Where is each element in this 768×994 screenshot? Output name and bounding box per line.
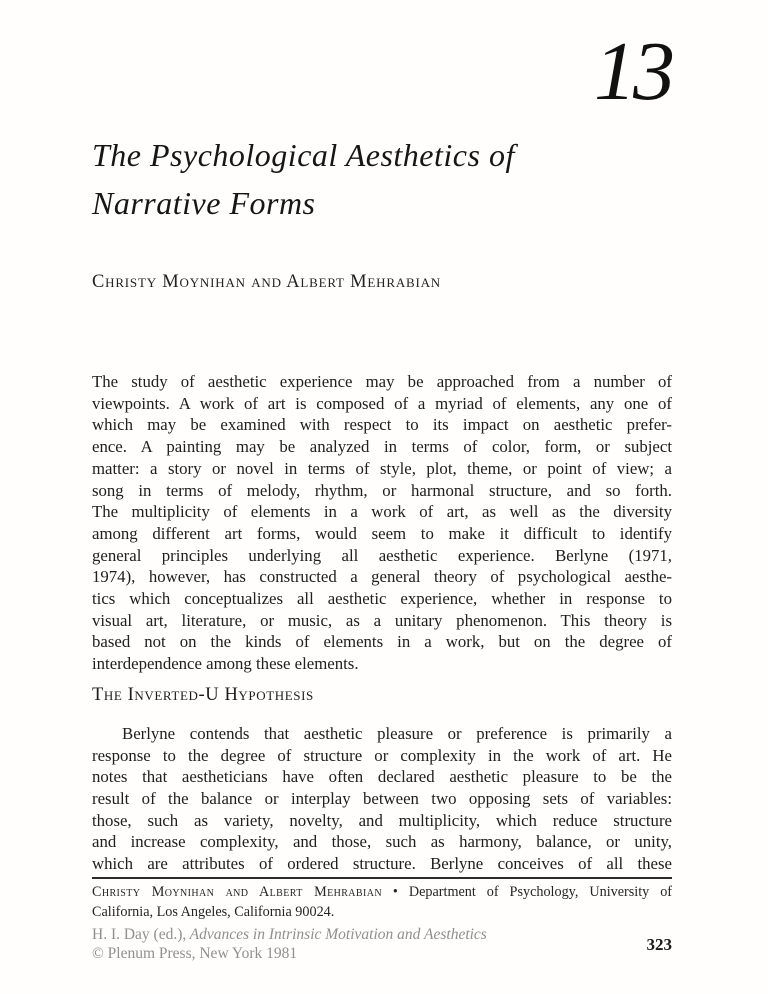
chapter-title-line: The Psychological Aesthetics of	[92, 137, 515, 173]
body-line: based not on the kinds of elements in a work, but on the degree of	[92, 632, 672, 652]
body-line: The study of aesthetic experience may be approached from a number of	[92, 372, 672, 391]
body-line: tics which conceptualizes all aesthetic experience, whether in response to	[92, 589, 672, 609]
body-line: response to the degree of structure or complexity in the work of art. He	[92, 745, 672, 765]
body-line: ence. A painting may be analyzed in terms of color, form, or subject	[92, 437, 672, 457]
section-paragraph	[92, 723, 672, 875]
authors-line: Christy Moynihan and Albert Mehrabian	[92, 272, 441, 292]
body-line: song in terms of melody, rhythm, or harmonal structure, and so forth.	[92, 480, 672, 500]
imprint-editor-prefix: H. I. Day (ed.),	[92, 926, 187, 943]
affiliation-footnote	[92, 883, 672, 922]
intro-paragraph	[92, 371, 672, 675]
body-line: those, such as variety, novelty, and multiplicity, which reduce structure	[92, 810, 672, 830]
footnote-bullet-separator: •	[392, 884, 398, 900]
imprint-copyright-line: © Plenum Press, New York 1981	[92, 945, 298, 962]
body-line: visual art, literature, or music, as a unitary phenomenon. This theory is	[92, 610, 672, 630]
footnote-rule	[92, 877, 672, 879]
body-line: Berlyne contends that aesthetic pleasure or preference is primarily a	[122, 723, 672, 743]
section-heading: The Inverted-U Hypothesis	[92, 684, 314, 705]
affiliation-footnote-line1	[92, 883, 672, 903]
page-number: 323	[646, 935, 672, 954]
footnote-affiliation-part1: Department of Psychology, University of	[408, 884, 673, 900]
body-line: result of the balance or interplay between two opposing sets of variables:	[92, 788, 672, 808]
body-line: notes that aestheticians have often declared aesthetic pleasure to be the	[92, 767, 672, 787]
chapter-number: 13	[594, 25, 672, 118]
body-line: which may be examined with respect to its impact on aesthetic prefer-	[92, 415, 672, 435]
chapter-title	[92, 131, 672, 227]
body-line: among different art forms, would seem to make it difficult to identify	[92, 523, 672, 543]
body-line: interdependence among these elements.	[92, 654, 359, 674]
page-body	[92, 371, 672, 875]
body-line: 1974), however, has constructed a general theory of psychological aesthe-	[92, 567, 672, 587]
body-line: general principles underlying all aesthetic experience. Berlyne (1971,	[92, 545, 672, 565]
body-line: The multiplicity of elements in a work of art, as well as the diversity	[92, 502, 672, 522]
body-line: and increase complexity, and those, such as harmony, balance, or unity,	[92, 832, 672, 852]
imprint-book-title: Advances in Intrinsic Motivation and Aesthetics	[189, 926, 487, 943]
affiliation-footnote-line2: California, Los Angeles, California 90024.	[92, 903, 335, 920]
footnote-authors: Christy Moynihan and Albert Mehrabian	[92, 884, 382, 900]
body-line: viewpoints. A work of art is composed of a myriad of elements, any one of	[92, 393, 672, 413]
chapter-title-line: Narrative Forms	[92, 185, 316, 221]
body-line: matter: a story or novel in terms of style, plot, theme, or point of view; a	[92, 458, 672, 478]
body-line: which are attributes of ordered structure. Berlyne conceives of all these	[92, 854, 672, 874]
